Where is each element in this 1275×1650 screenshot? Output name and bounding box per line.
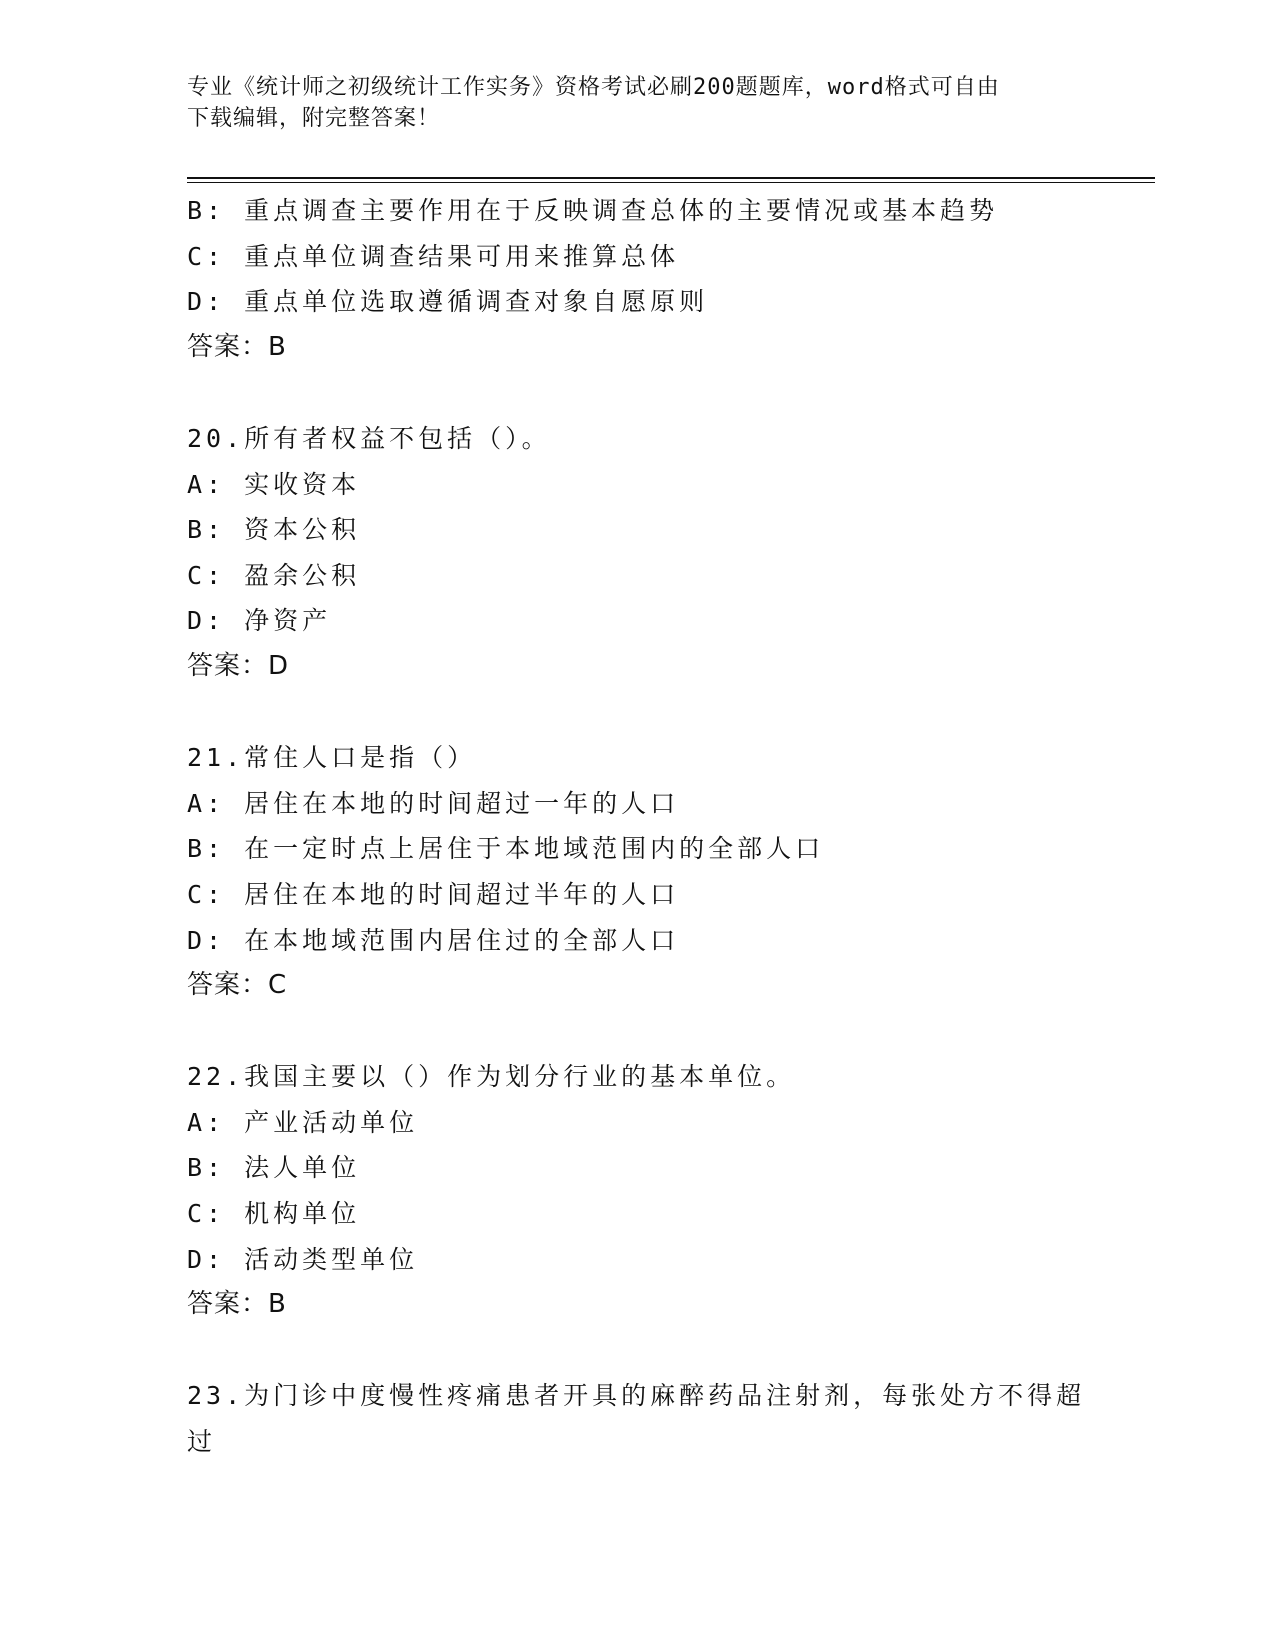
question-stem-line-2: 过 — [187, 1427, 217, 1457]
header-line-2: 下载编辑，附完整答案！ — [187, 106, 441, 131]
option-c: C: 盈余公积 — [187, 560, 361, 590]
question-list — [187, 188, 1155, 1465]
spacer — [187, 690, 1155, 736]
option-a: A: 居住在本地的时间超过一年的人口 — [187, 788, 680, 818]
option-c: C: 机构单位 — [187, 1199, 361, 1229]
question-stem-line-1: 23.为门诊中度慢性疼痛患者开具的麻醉药品注射剂，每张处方不得超 — [187, 1381, 1086, 1411]
header-divider-thick — [187, 177, 1155, 179]
header-line-1: 专业《统计师之初级统计工作实务》资格考试必刷200题题库，word格式可自由 — [187, 75, 1000, 100]
option-b: B: 法人单位 — [187, 1153, 361, 1183]
header-divider-thin — [187, 182, 1155, 183]
option-d: D: 净资产 — [187, 606, 332, 636]
option-d: D: 活动类型单位 — [187, 1244, 419, 1274]
question-stem: 21.常住人口是指（） — [187, 743, 477, 773]
question-19-continued — [187, 188, 1155, 370]
option-a: A: 产业活动单位 — [187, 1107, 419, 1137]
answer: 答案：C — [187, 970, 288, 1001]
option-b: B: 在一定时点上居住于本地域范围内的全部人口 — [187, 834, 825, 864]
question-22 — [187, 1054, 1155, 1328]
answer: 答案：D — [187, 650, 290, 681]
option-d: D: 在本地域范围内居住过的全部人口 — [187, 925, 680, 955]
question-20 — [187, 416, 1155, 690]
question-stem: 22.我国主要以（）作为划分行业的基本单位。 — [187, 1062, 796, 1092]
answer: 答案：B — [187, 331, 287, 362]
option-c: C: 居住在本地的时间超过半年的人口 — [187, 879, 680, 909]
document-header — [187, 72, 1087, 134]
spacer — [187, 370, 1155, 416]
option-b: B: 重点调查主要作用在于反映调查总体的主要情况或基本趋势 — [187, 196, 999, 225]
spacer — [187, 1328, 1155, 1374]
option-d: D: 重点单位选取遵循调查对象自愿原则 — [187, 287, 709, 317]
option-b: B: 资本公积 — [187, 515, 361, 545]
question-stem: 20.所有者权益不包括（）。 — [187, 423, 551, 453]
spacer — [187, 1009, 1155, 1055]
answer: 答案：B — [187, 1289, 287, 1320]
question-21 — [187, 735, 1155, 1009]
option-a: A: 实收资本 — [187, 469, 361, 499]
option-c: C: 重点单位调查结果可用来推算总体 — [187, 241, 680, 271]
question-23 — [187, 1373, 1155, 1464]
